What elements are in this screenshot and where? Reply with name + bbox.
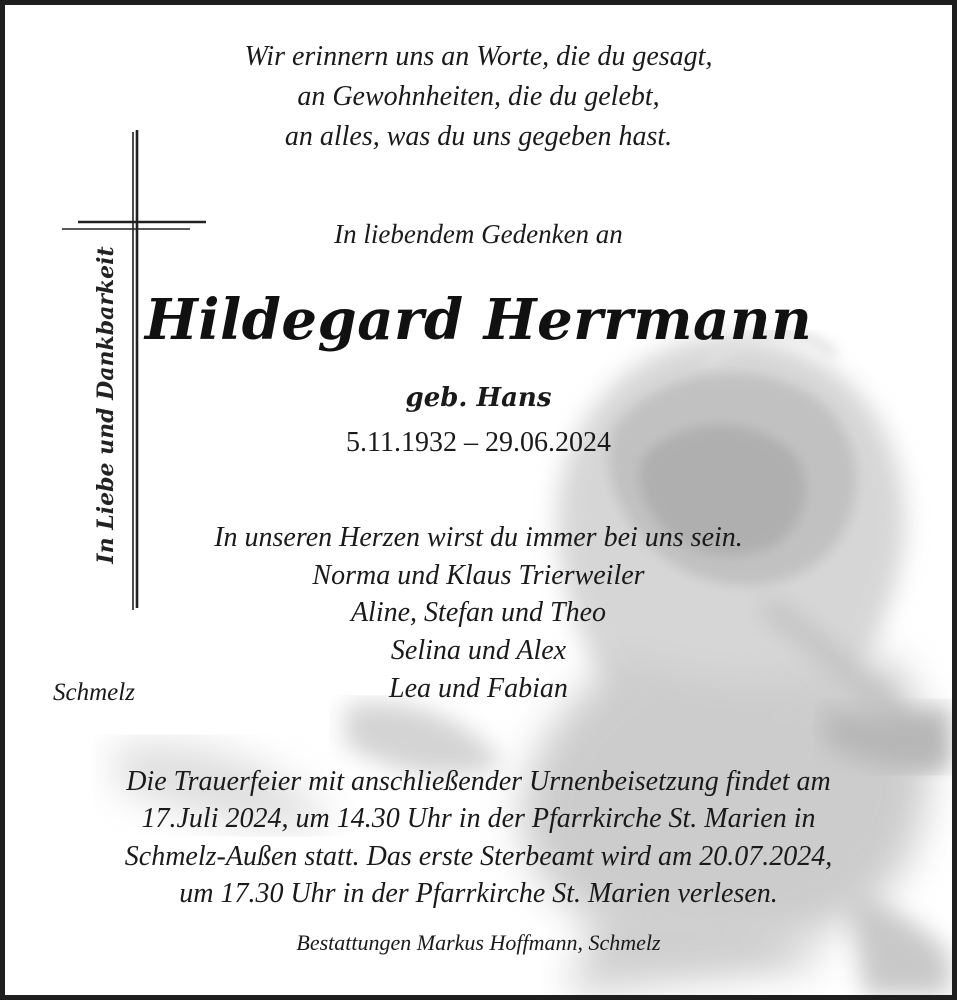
service-line-1: Die Trauerfeier mit anschließender Urnenbeisetzung findet am bbox=[126, 766, 831, 797]
service-line-2: 17.Juli 2024, um 14.30 Uhr in der Pfarrkirche St. Marien in bbox=[141, 803, 816, 834]
life-dates: 5.11.1932 – 29.06.2024 bbox=[346, 427, 611, 458]
poem-line-3: an alles, was du uns gegeben hast. bbox=[284, 121, 673, 152]
undertaker: Bestattungen Markus Hoffmann, Schmelz bbox=[296, 930, 661, 955]
poem-line-1: Wir erinnern uns an Worte, die du gesagt, bbox=[244, 41, 713, 72]
mourners-line-1: In unseren Herzen wirst du immer bei uns sein. bbox=[214, 522, 743, 553]
mourners-line-2: Norma und Klaus Trierweiler bbox=[312, 560, 645, 591]
birth-name: geb. Hans bbox=[405, 383, 552, 413]
mourners-line-3: Aline, Stefan und Theo bbox=[350, 597, 607, 628]
service-line-4: um 17.30 Uhr in der Pfarrkirche St. Marien verlesen. bbox=[179, 878, 778, 909]
service-line-3: Schmelz-Außen statt. Das erste Sterbeamt wird am 20.07.2024, bbox=[124, 841, 833, 872]
place-name: Schmelz bbox=[53, 679, 135, 706]
mourners-line-5: Lea und Fabian bbox=[389, 673, 568, 704]
mourners-line-4: Selina und Alex bbox=[390, 635, 567, 666]
memorial-intro: In liebendem Gedenken an bbox=[334, 219, 623, 249]
deceased-name: Hildegard Herrmann bbox=[144, 287, 813, 353]
poem-line-2: an Gewohnheiten, die du gelebt, bbox=[297, 81, 660, 112]
side-dedication-text: In Liebe und Dankbarkeit bbox=[93, 246, 119, 564]
